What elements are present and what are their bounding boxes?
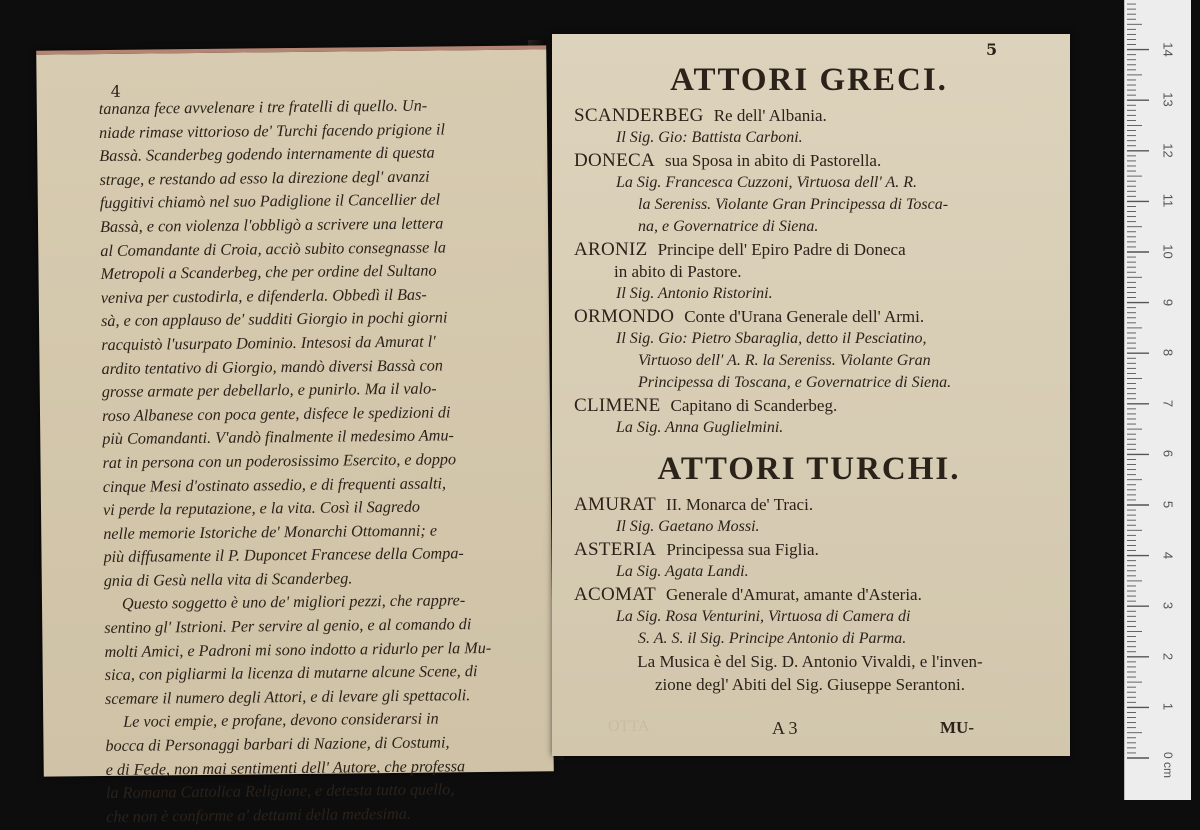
- text-line: fuggitivi chiamò nel suo Padiglione il Cancellier del: [99, 190, 441, 213]
- text-line: più Comandanti. V'andò finalmente il medesimo Amu-: [102, 426, 454, 449]
- character-role-line: [574, 493, 1044, 516]
- character-entry: [574, 538, 1044, 583]
- right-page: [552, 34, 1070, 756]
- character-role-cont: in abito di Pastore.: [614, 262, 742, 281]
- ruler-number: 10: [1160, 244, 1176, 259]
- heading-attori-turchi: ATTORI TURCHI.: [657, 451, 961, 487]
- text-line: Le voci empie, e profane, devono considerarsi in: [123, 709, 439, 732]
- text-line: Bassà. Scanderbeg godendo internamente di questa: [99, 143, 435, 166]
- character-name: ORMONDO: [574, 306, 675, 327]
- performer-line: Il Sig. Gaetano Mossi.: [616, 518, 760, 535]
- character-role: Generale d'Amurat, amante d'Asteria.: [666, 585, 922, 604]
- ruler-number: 12: [1160, 143, 1176, 158]
- ruler-number: 5: [1160, 500, 1176, 509]
- ruler-number: 1: [1160, 703, 1176, 711]
- text-line: Metropoli a Scanderbeg, che per ordine del Sultano: [100, 261, 437, 284]
- character-name: AMURAT: [574, 494, 657, 515]
- ruler-number: 13: [1160, 92, 1176, 107]
- text-line: niade rimase vittorioso de' Turchi facendo prigione il: [98, 120, 446, 142]
- left-page-text: [99, 93, 547, 829]
- character-role: sua Sposa in abito di Pastorella.: [664, 151, 882, 170]
- performer-line: Il Sig. Antonio Ristorini.: [616, 285, 773, 302]
- character-entry: [574, 149, 1044, 238]
- cast-list: [574, 56, 1044, 650]
- character-role-line: [574, 583, 1044, 606]
- ruler-ticks: [1125, 0, 1191, 800]
- performer-line: na, e Governatrice di Siena.: [638, 218, 819, 235]
- text-line: Bassà, e con violenza l'obbligò a scrivere una lettera: [99, 214, 444, 236]
- text-line: sà, e con applauso de' sudditi Giorgio in pochi giorni: [100, 308, 448, 331]
- text-line: Questo soggetto è uno de' migliori pezzi, che rappre-: [121, 591, 466, 614]
- text-line: veniva per custodirla, e difenderla. Obbedì il Bas-: [100, 285, 427, 307]
- ruler-number: 3: [1160, 602, 1176, 610]
- text-line: sica, con pigliarmi la licenza di mutarne alcune Scene, di: [104, 662, 478, 685]
- character-role-line: [574, 104, 1044, 127]
- text-line: nelle memorie Istoriche de' Monarchi Ottomanni; e: [103, 521, 438, 543]
- character-name: ASTERIA: [574, 539, 657, 560]
- text-line: tananza fece avvelenare i tre fratelli di quello. Un-: [98, 96, 428, 119]
- ruler-number: 14: [1160, 41, 1176, 57]
- text-line: al Comandante di Croia, acciò subito consegnasse la: [100, 237, 447, 260]
- text-line: vi perde la reputazione, e la vita. Così il Sagredo: [102, 497, 421, 520]
- text-line: grosse armate per debellarlo, e punirlo. Ma il valo-: [101, 379, 437, 402]
- credit-line: zione degl' Abiti del Sig. Giuseppe Serantoni.: [655, 675, 965, 694]
- performer-line: la Sereniss. Violante Gran Principessa di Tosca-: [638, 196, 949, 213]
- text-line: la Romana Cattolica Religione, e detesta tutto quello,: [105, 780, 455, 803]
- ruler-number: 8: [1160, 349, 1176, 357]
- character-role-line: [574, 305, 1044, 328]
- text-line: ardito tentativo di Giorgio, mandò diversi Bassà con: [101, 355, 444, 378]
- left-page: [36, 45, 554, 826]
- show-through-text: OTTA: [608, 718, 650, 735]
- performer-line: S. A. S. il Sig. Principe Antonio di Parma.: [638, 630, 907, 647]
- text-line: sentino gl' Istrioni. Per servire al genio, e al comando di: [104, 615, 472, 638]
- measurement-ruler: [1124, 0, 1191, 800]
- signature-mark: A 3: [772, 718, 798, 738]
- text-line: gnia di Gesù nella vita di Scanderbeg.: [103, 569, 353, 590]
- ruler-number: 11: [1160, 194, 1176, 208]
- performer-line: Il Sig. Gio: Battista Carboni.: [616, 129, 803, 146]
- music-credit: [574, 650, 1046, 696]
- character-role: Capitano di Scanderbeg.: [670, 396, 838, 415]
- performer-line: Principessa di Toscana, e Governatrice di Siena.: [638, 374, 952, 391]
- character-role-line: [574, 149, 1044, 172]
- character-role: II. Monarca de' Traci.: [666, 495, 814, 514]
- character-name: ACOMAT: [574, 584, 657, 605]
- character-entry: [574, 305, 1044, 394]
- text-line: strage, e restando ad esso la direzione degl' avanzi: [99, 167, 430, 189]
- character-entry: [574, 238, 1044, 305]
- performer-line: La Sig. Agata Landi.: [616, 563, 749, 580]
- character-entry: [574, 104, 1044, 149]
- character-name: ARONIZ: [574, 239, 648, 260]
- character-entry: [574, 394, 1044, 439]
- performer-line: Il Sig. Gio: Pietro Sbaraglia, detto il Pesciatino,: [616, 330, 927, 347]
- left-page-number: 4: [110, 81, 121, 101]
- character-entry: [574, 493, 1044, 538]
- character-name: SCANDERBEG: [574, 105, 704, 126]
- ruler-number: 2: [1160, 652, 1176, 660]
- character-role-line: [574, 538, 1044, 561]
- text-line: che non è conforme a' dettami della medesima.: [106, 804, 411, 826]
- catchword: MU-: [940, 718, 974, 737]
- character-name: CLIMENE: [574, 395, 661, 416]
- performer-line: La Sig. Rosa Venturini, Virtuosa di Camera di: [616, 608, 911, 625]
- text-line: roso Albanese con poca gente, disfece le spedizioni di: [101, 403, 451, 425]
- character-entry: [574, 583, 1044, 650]
- text-line: cinque Mesi d'ostinato assedio, e di frequenti assalti,: [102, 473, 447, 496]
- ruler-number: 4: [1160, 551, 1176, 559]
- character-role: Conte d'Urana Generale dell' Armi.: [684, 307, 925, 326]
- turkish-characters: [574, 493, 1044, 650]
- text-line: e di Fede, non mai sentimenti dell' Autore, che professa: [105, 756, 466, 779]
- character-role: Principessa sua Figlia.: [666, 540, 819, 559]
- ruler-unit-label: 0 cm: [1161, 751, 1176, 779]
- text-line: scemare il numero degli Attori, e di levare gli spettacoli.: [104, 686, 471, 708]
- heading-attori-greci: ATTORI GRECI.: [670, 62, 948, 98]
- credit-line: La Musica è del Sig. D. Antonio Vivaldi, e l'inven-: [637, 652, 983, 671]
- right-page-number: 5: [986, 40, 998, 59]
- character-role: Principe dell' Epiro Padre di Doneca: [657, 240, 906, 259]
- text-line: più diffusamente il P. Duponcet Francese della Compa-: [103, 544, 464, 567]
- ruler-number: 7: [1160, 399, 1176, 407]
- character-role-line: [574, 238, 1044, 261]
- performer-line: Virtuoso dell' A. R. la Sereniss. Violante Gran: [638, 352, 931, 369]
- character-role: Re dell' Albania.: [713, 106, 827, 125]
- character-name: DONECA: [574, 150, 655, 171]
- text-line: molti Amici, e Padroni mi sono indotto a ridurlo per la Mu-: [104, 638, 492, 661]
- text-line: rat in persona con un poderosissimo Esercito, e doppo: [102, 450, 457, 472]
- performer-line: La Sig. Francesca Cuzzoni, Virtuosa dell' A. R.: [616, 174, 918, 191]
- performer-line: La Sig. Anna Guglielmini.: [616, 419, 784, 436]
- greek-characters: [574, 104, 1044, 439]
- text-line: bocca di Personaggi barbari di Nazione, di Costumi,: [105, 733, 450, 756]
- ruler-number: 6: [1160, 450, 1176, 458]
- page-footer: [552, 718, 1070, 742]
- ruler-number: 9: [1160, 298, 1176, 306]
- text-line: racquistò l'usurpato Dominio. Intesosi da Amurat l': [101, 332, 436, 354]
- character-role-line: [574, 394, 1044, 417]
